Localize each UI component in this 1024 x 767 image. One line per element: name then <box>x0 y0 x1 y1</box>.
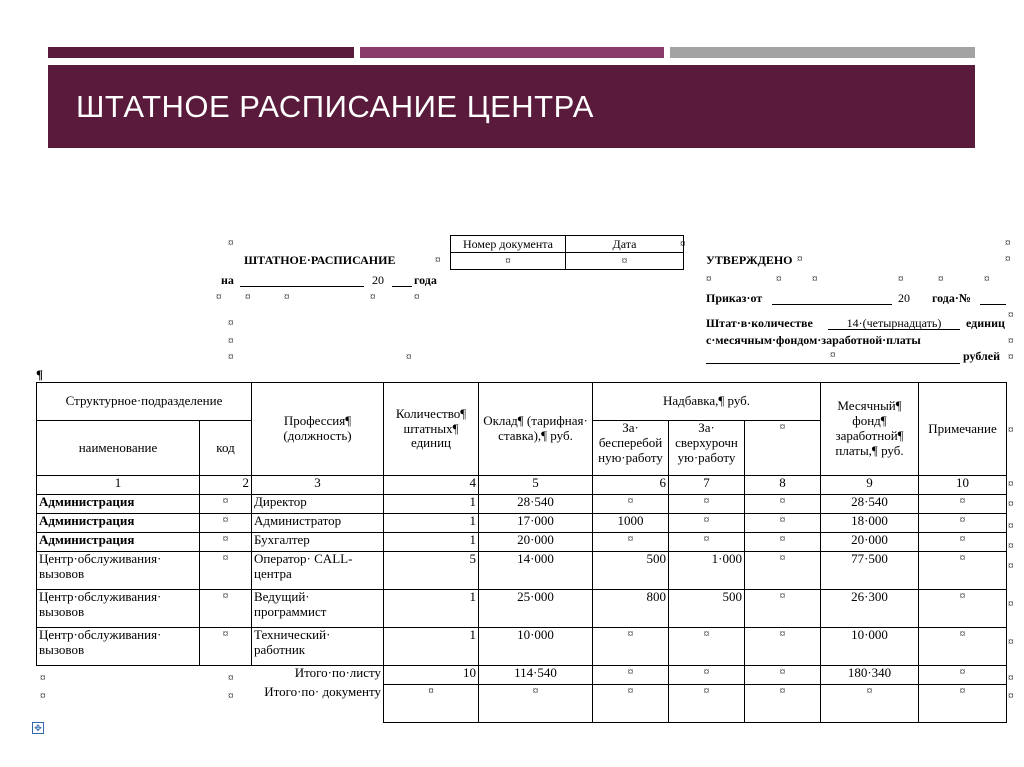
empty-cell <box>37 685 200 723</box>
pilcrow-mark: ¤ <box>40 672 46 684</box>
pilcrow-mark: ¤ <box>228 351 234 363</box>
col-number: 4 <box>384 476 479 495</box>
bonus-uninterrupted: 800 <box>593 590 669 628</box>
total-doc-note: ¤ <box>919 685 1007 723</box>
pilcrow-mark: ¤ <box>984 273 990 285</box>
staff-unit: единиц <box>966 316 1005 330</box>
salary: 10·000 <box>479 628 593 666</box>
monthly-fund: 20·000 <box>821 533 919 552</box>
pilcrow-mark: ¤ <box>830 349 836 361</box>
bar-dark <box>48 47 354 58</box>
col-number: 6 <box>593 476 669 495</box>
total-salary: 114·540 <box>479 666 593 685</box>
bonus-uninterrupted: ¤ <box>593 628 669 666</box>
position: Ведущий· программист <box>252 590 384 628</box>
pilcrow-mark: ¤ <box>245 291 251 303</box>
unit-code: ¤ <box>200 514 252 533</box>
position: Директор <box>252 495 384 514</box>
pilcrow-mark: ¤ <box>228 317 234 329</box>
pilcrow-mark: ¤ <box>1008 478 1014 490</box>
staff-units: 1 <box>384 628 479 666</box>
bonus-uninterrupted: 500 <box>593 552 669 590</box>
bonus-overtime: ¤ <box>669 533 745 552</box>
pilcrow-mark: ¤ <box>228 335 234 347</box>
total-doc-count: ¤ <box>384 685 479 723</box>
position: Администратор <box>252 514 384 533</box>
bonus-overtime: ¤ <box>669 514 745 533</box>
pilcrow-mark: ¤ <box>776 273 782 285</box>
staff-units: 1 <box>384 495 479 514</box>
total-bonus-uninterrupted: ¤ <box>593 666 669 685</box>
total-doc-salary: ¤ <box>479 685 593 723</box>
total-doc-bonus-uninterrupted: ¤ <box>593 685 669 723</box>
staff-units: 1 <box>384 590 479 628</box>
unit-code: ¤ <box>200 628 252 666</box>
col-number: 1 <box>37 476 200 495</box>
doc-number-value: ¤ <box>451 253 566 270</box>
approved-label: УТВЕРЖДЕНО <box>706 253 793 267</box>
pilcrow-mark: ¤ <box>228 690 234 702</box>
bonus-other: ¤ <box>745 552 821 590</box>
pilcrow-mark: ¤ <box>40 690 46 702</box>
bonus-overtime: 1·000 <box>669 552 745 590</box>
unit-code: ¤ <box>200 590 252 628</box>
year-prefix: 20 <box>372 273 384 287</box>
header-monthly-fund: Месячный¶ фонд¶ заработной¶ платы,¶ руб. <box>821 383 919 476</box>
year-suffix: года <box>414 273 437 287</box>
col-number: 3 <box>252 476 384 495</box>
header-bonus-overtime: За· сверхурочн ую·работу <box>669 421 745 476</box>
total-doc-bonus-other: ¤ <box>745 685 821 723</box>
bonus-other: ¤ <box>745 590 821 628</box>
table-row <box>37 590 1007 628</box>
year-blank <box>392 274 412 287</box>
pilcrow-mark: ¤ <box>1008 690 1014 702</box>
total-fund: 180·340 <box>821 666 919 685</box>
bonus-overtime: ¤ <box>669 628 745 666</box>
pilcrow-mark: ¤ <box>284 291 290 303</box>
pilcrow-mark: ¤ <box>797 253 803 265</box>
rub-suffix: рублей <box>963 349 1001 363</box>
total-count: 10 <box>384 666 479 685</box>
pilcrow-mark: ¤ <box>216 291 222 303</box>
header-profession: Профессия¶ (должность) <box>252 383 384 476</box>
header-bonus: Надбавка,¶ руб. <box>593 383 821 421</box>
table-move-icon: ✥ <box>32 722 44 734</box>
position: Бухгалтер <box>252 533 384 552</box>
doc-meta-table <box>450 235 684 270</box>
unit-code: ¤ <box>200 495 252 514</box>
pilcrow-mark: ¤ <box>706 273 712 285</box>
doc-heading: ШТАТНОЕ·РАСПИСАНИЕ <box>244 253 396 267</box>
doc-number-header: Номер документа <box>451 236 566 253</box>
monthly-fund: 26·300 <box>821 590 919 628</box>
note: ¤ <box>919 552 1007 590</box>
pilcrow-mark: ¤ <box>898 273 904 285</box>
bonus-uninterrupted: ¤ <box>593 533 669 552</box>
table-row <box>37 552 1007 590</box>
pilcrow-mark: ¤ <box>1008 540 1014 552</box>
pilcrow-mark: ¤ <box>414 291 420 303</box>
unit-name: Администрация <box>37 495 200 514</box>
monthly-fund: 18·000 <box>821 514 919 533</box>
pilcrow-mark: ¤ <box>435 254 441 266</box>
bonus-other: ¤ <box>745 514 821 533</box>
pilcrow-mark: ¤ <box>1008 424 1014 436</box>
salary: 17·000 <box>479 514 593 533</box>
decorative-bars <box>48 47 975 59</box>
doc-date-value: ¤ <box>566 253 684 270</box>
pilcrow-mark: ¤ <box>1008 672 1014 684</box>
unit-code: ¤ <box>200 552 252 590</box>
pilcrow-mark: ¤ <box>228 672 234 684</box>
pilcrow-mark: ¤ <box>938 273 944 285</box>
empty-cell <box>200 685 252 723</box>
total-document-row <box>37 685 1007 723</box>
note: ¤ <box>919 495 1007 514</box>
document-scan <box>0 230 1024 767</box>
total-doc-fund: ¤ <box>821 685 919 723</box>
table-row <box>37 495 1007 514</box>
bonus-other: ¤ <box>745 628 821 666</box>
order-year-prefix: 20 <box>898 291 910 305</box>
unit-name: Центр·обслуживания· вызовов <box>37 628 200 666</box>
salary: 25·000 <box>479 590 593 628</box>
pilcrow-mark: ¤ <box>1008 560 1014 572</box>
total-bonus-overtime: ¤ <box>669 666 745 685</box>
pilcrow-mark: ¤ <box>1008 335 1014 347</box>
bonus-overtime: 500 <box>669 590 745 628</box>
pilcrow-mark: ¤ <box>812 273 818 285</box>
unit-name: Администрация <box>37 514 200 533</box>
table-row <box>37 533 1007 552</box>
staff-prefix: Штат·в·количестве <box>706 316 813 330</box>
staff-schedule-table <box>36 382 1007 723</box>
bonus-uninterrupted: 1000 <box>593 514 669 533</box>
bonus-overtime: ¤ <box>669 495 745 514</box>
total-document-label: Итого·по· документу <box>264 684 381 699</box>
total-page-row <box>37 666 1007 685</box>
col-number: 10 <box>919 476 1007 495</box>
staff-count: 14·(четырнадцать) <box>828 317 960 330</box>
col-number: 8 <box>745 476 821 495</box>
total-bonus-other: ¤ <box>745 666 821 685</box>
pilcrow-mark: ¤ <box>370 291 376 303</box>
on-prefix: на <box>221 273 234 287</box>
paragraph-mark: ¶ <box>36 367 44 382</box>
header-salary: Оклад¶ (тарифная· ставка),¶ руб. <box>479 383 593 476</box>
pilcrow-mark: ¤ <box>1008 520 1014 532</box>
pilcrow-mark: ¤ <box>1008 309 1014 321</box>
col-number: 5 <box>479 476 593 495</box>
month-blank <box>288 274 364 287</box>
monthly-fund: 77·500 <box>821 552 919 590</box>
staff-units: 5 <box>384 552 479 590</box>
total-page-label: Итого·по·листу <box>294 665 381 680</box>
monthly-fund: 28·540 <box>821 495 919 514</box>
bonus-other: ¤ <box>745 533 821 552</box>
total-doc-bonus-overtime: ¤ <box>669 685 745 723</box>
fund-text: с·месячным·фондом·заработной·платы <box>706 333 921 347</box>
header-name: наименование <box>37 421 200 476</box>
note: ¤ <box>919 514 1007 533</box>
header-bonus-uninterrupted: За· бесперебой ную·работу <box>593 421 669 476</box>
position: Технический· работник <box>252 628 384 666</box>
col-number: 2 <box>200 476 252 495</box>
monthly-fund: 10·000 <box>821 628 919 666</box>
bonus-uninterrupted: ¤ <box>593 495 669 514</box>
pilcrow-mark: ¤ <box>680 238 686 250</box>
note: ¤ <box>919 590 1007 628</box>
unit-code: ¤ <box>200 533 252 552</box>
salary: 28·540 <box>479 495 593 514</box>
pilcrow-mark: ¤ <box>1008 498 1014 510</box>
bonus-other: ¤ <box>745 495 821 514</box>
slide-header <box>48 65 975 148</box>
bar-gray <box>670 47 975 58</box>
staff-units: 1 <box>384 514 479 533</box>
pilcrow-mark: ¤ <box>1005 253 1011 265</box>
header-code: код <box>200 421 252 476</box>
unit-name: Центр·обслуживания· вызовов <box>37 590 200 628</box>
note: ¤ <box>919 628 1007 666</box>
staff-units: 1 <box>384 533 479 552</box>
salary: 14·000 <box>479 552 593 590</box>
note: ¤ <box>919 533 1007 552</box>
pilcrow-mark: ¤ <box>406 351 412 363</box>
salary: 20·000 <box>479 533 593 552</box>
pilcrow-mark: ¤ <box>1008 598 1014 610</box>
unit-name: Центр·обслуживания· вызовов <box>37 552 200 590</box>
pilcrow-mark: ¤ <box>1008 351 1014 363</box>
table-row <box>37 628 1007 666</box>
pilcrow-mark: ¤ <box>228 237 234 249</box>
header-note: Примечание <box>919 383 1007 476</box>
column-numbers-row <box>37 476 1007 495</box>
col-number: 7 <box>669 476 745 495</box>
doc-date-header: Дата <box>566 236 684 253</box>
slide-title: ШТАТНОЕ РАСПИСАНИЕ ЦЕНТРА <box>76 89 594 124</box>
unit-name: Администрация <box>37 533 200 552</box>
header-bonus-other: ¤ <box>745 421 821 476</box>
order-label: Приказ·от <box>706 291 763 305</box>
pilcrow-mark: ¤ <box>1005 237 1011 249</box>
empty-cell <box>200 666 252 685</box>
empty-cell <box>37 666 200 685</box>
pilcrow-mark: ¤ <box>1008 636 1014 648</box>
order-date-blank <box>772 292 892 305</box>
bar-magenta <box>360 47 664 58</box>
position: Оператор· CALL-центра <box>252 552 384 590</box>
order-number-label: года·№ <box>932 291 971 305</box>
col-number: 9 <box>821 476 919 495</box>
total-note: ¤ <box>919 666 1007 685</box>
table-row <box>37 514 1007 533</box>
header-count: Количество¶ штатных¶ единиц <box>384 383 479 476</box>
order-number-blank <box>980 292 1006 305</box>
header-structural-unit: Структурное·подразделение <box>37 383 252 421</box>
